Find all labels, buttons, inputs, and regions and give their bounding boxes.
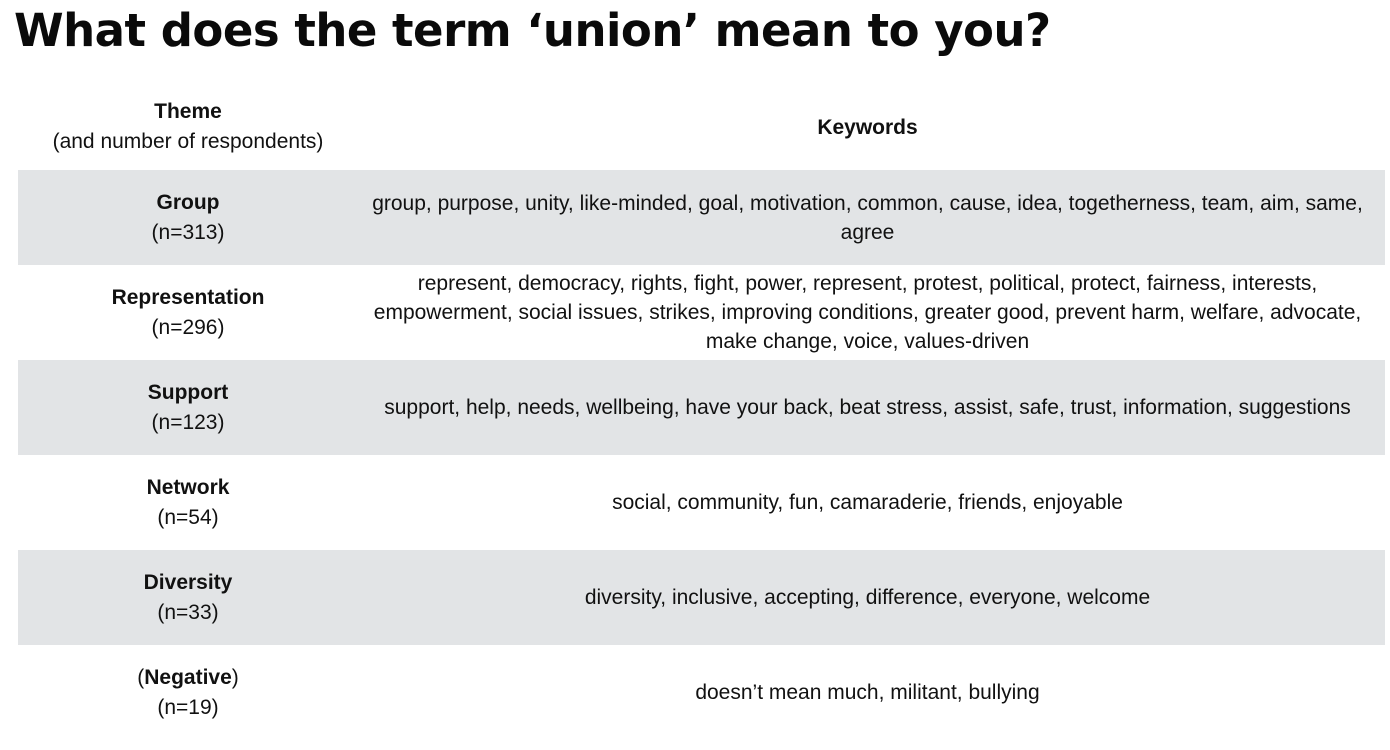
respondent-count: (n=33) bbox=[157, 600, 219, 624]
theme-column-header bbox=[18, 97, 358, 157]
keywords-cell: group, purpose, unity, like-minded, goal, motivation, common, cause, idea, togetherness, team, aim, same, agree bbox=[372, 191, 1363, 244]
keywords-cell: social, community, fun, camaraderie, friends, enjoyable bbox=[612, 491, 1123, 514]
table-row bbox=[18, 170, 1385, 265]
respondent-count: (n=313) bbox=[151, 220, 225, 244]
table-row bbox=[18, 645, 1385, 740]
theme-cell bbox=[18, 188, 358, 248]
keywords-cell: diversity, inclusive, accepting, difference, everyone, welcome bbox=[584, 586, 1151, 609]
theme-name: Diversity bbox=[143, 570, 233, 594]
page-title: What does the term ‘union’ mean to you? bbox=[14, 4, 1051, 57]
theme-paren-close: ) bbox=[231, 665, 239, 689]
table-row bbox=[18, 455, 1385, 550]
theme-header-sublabel: (and number of respondents) bbox=[52, 130, 324, 153]
theme-name: Group bbox=[156, 190, 220, 214]
theme-paren-open: ( bbox=[137, 665, 145, 689]
theme-name: Network bbox=[146, 475, 230, 499]
theme-cell bbox=[18, 473, 358, 533]
table-row bbox=[18, 360, 1385, 455]
table-header-row bbox=[18, 84, 1385, 170]
keywords-cell: represent, democracy, rights, fight, power, represent, protest, political, protect, fairness, interests, empowerment, social issues, strikes, improving conditions, greater good, prevent harm, welfare, advocate, make change, voice, values-driven bbox=[373, 272, 1362, 353]
theme-cell bbox=[18, 378, 358, 438]
table-row bbox=[18, 265, 1385, 360]
respondent-count: (n=19) bbox=[157, 695, 219, 719]
keywords-cell: support, help, needs, wellbeing, have your back, beat stress, assist, safe, trust, information, suggestions bbox=[384, 396, 1351, 419]
theme-header-label: Theme bbox=[154, 100, 222, 123]
theme-cell bbox=[18, 663, 358, 723]
respondent-count: (n=54) bbox=[157, 505, 219, 529]
respondent-count: (n=123) bbox=[151, 410, 225, 434]
keywords-cell: doesn’t mean much, militant, bullying bbox=[695, 681, 1040, 704]
respondent-count: (n=296) bbox=[151, 315, 225, 339]
theme-name: Negative bbox=[144, 665, 232, 689]
theme-name: Representation bbox=[111, 285, 265, 309]
themes-table bbox=[18, 84, 1385, 740]
keywords-column-header: Keywords bbox=[817, 115, 918, 139]
theme-cell bbox=[18, 568, 358, 628]
table-row bbox=[18, 550, 1385, 645]
theme-name-wrapper bbox=[18, 663, 358, 693]
theme-name: Support bbox=[147, 380, 229, 404]
theme-cell bbox=[18, 283, 358, 343]
